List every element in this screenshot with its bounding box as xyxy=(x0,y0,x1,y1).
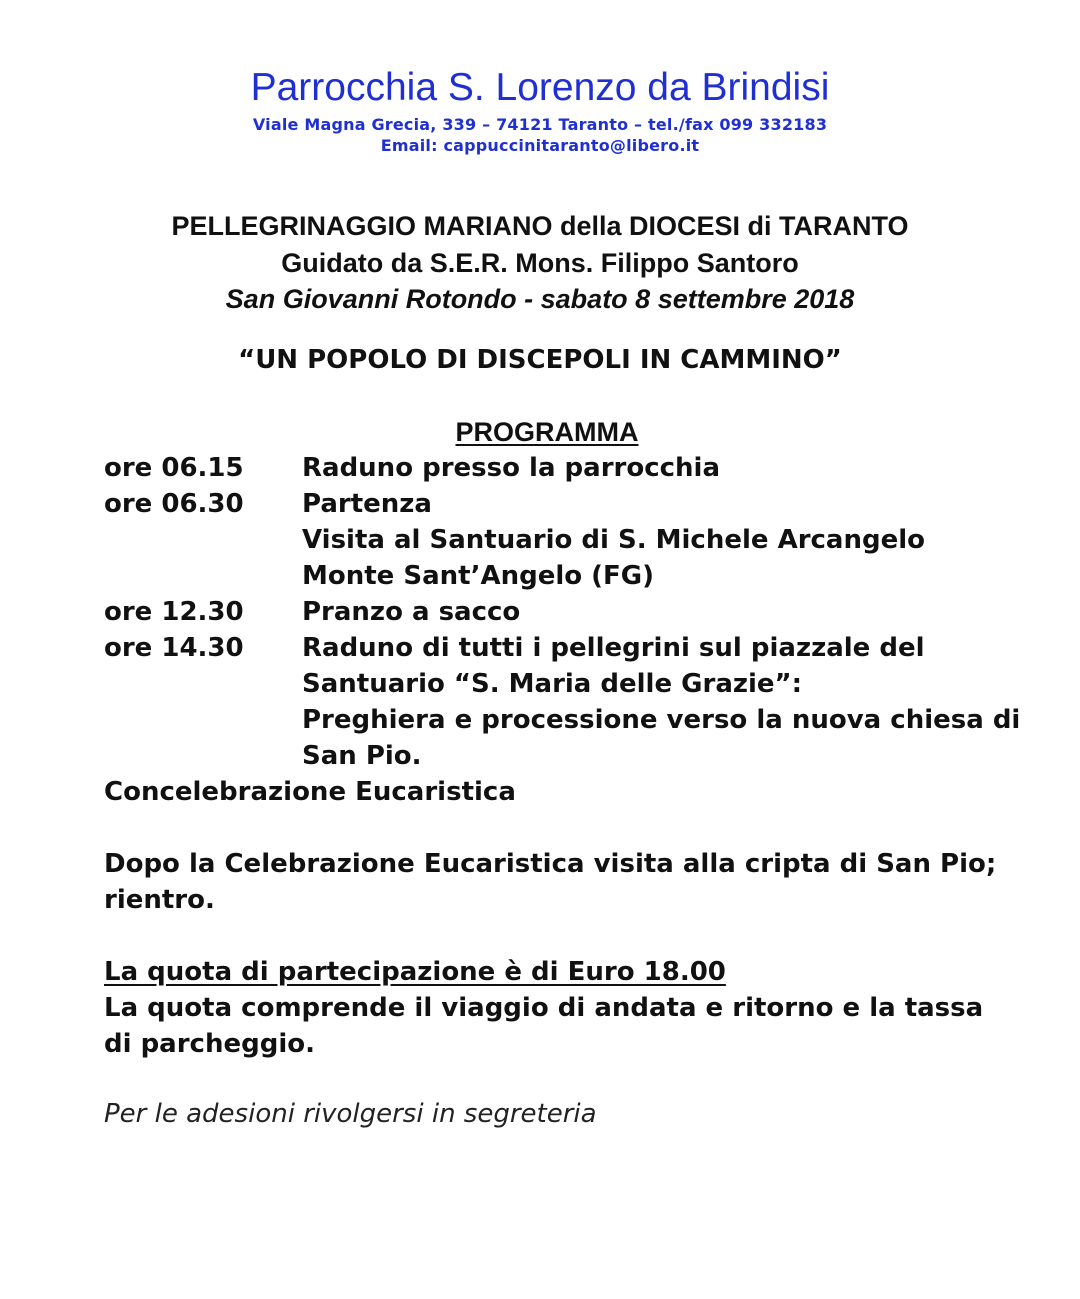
event-place-date: San Giovanni Rotondo - sabato 8 settembre 2018 xyxy=(225,284,855,314)
programma-heading: PROGRAMMA xyxy=(455,417,639,447)
schedule-description xyxy=(302,486,1004,594)
adesioni-note: Per le adesioni rivolgersi in segreteria xyxy=(104,1099,597,1129)
schedule-line: Monte Sant’Angelo (FG) xyxy=(302,561,655,591)
schedule-time: ore 14.30 xyxy=(104,633,244,663)
schedule-item xyxy=(104,594,1004,630)
schedule-line: Visita al Santuario di S. Michele Arcangelo xyxy=(302,525,926,555)
schedule-time: ore 12.30 xyxy=(104,597,244,627)
dopo-line: Dopo la Celebrazione Eucaristica visita alla cripta di San Pio; xyxy=(104,849,997,879)
quota-title: La quota di partecipazione è di Euro 18.00 xyxy=(104,957,726,987)
schedule-list xyxy=(104,450,1021,774)
parish-name: Parrocchia S. Lorenzo da Brindisi xyxy=(250,66,830,109)
schedule-line: Partenza xyxy=(302,489,432,519)
parish-email: Email: cappuccinitaranto@libero.it xyxy=(380,136,700,155)
schedule-description xyxy=(302,630,1020,774)
quota-line: La quota comprende il viaggio di andata e ritorno e la tassa xyxy=(104,993,984,1023)
quota-line: di parcheggio. xyxy=(104,1029,315,1059)
schedule-line: Pranzo a sacco xyxy=(302,597,521,627)
event-motto: “UN POPOLO DI DISCEPOLI IN CAMMINO” xyxy=(238,345,842,375)
event-title: PELLEGRINAGGIO MARIANO della DIOCESI di TARANTO xyxy=(171,211,909,241)
dopo-celebrazione-text xyxy=(104,846,1004,918)
schedule-time: ore 06.15 xyxy=(104,453,244,483)
schedule-line: Preghiera e processione verso la nuova chiesa di xyxy=(302,705,1021,735)
schedule-line: Santuario “S. Maria delle Grazie”: xyxy=(302,669,803,699)
concelebrazione-text: Concelebrazione Eucaristica xyxy=(104,777,516,807)
schedule-line: Raduno presso la parrocchia xyxy=(302,453,721,483)
schedule-item xyxy=(104,630,1021,774)
schedule-item xyxy=(104,450,1004,486)
schedule-item xyxy=(104,486,1004,594)
dopo-line: rientro. xyxy=(104,885,215,915)
schedule-description xyxy=(302,594,1004,630)
schedule-line: San Pio. xyxy=(302,741,422,771)
quota-description xyxy=(104,990,1004,1062)
schedule-description xyxy=(302,450,1004,486)
schedule-time: ore 06.30 xyxy=(104,489,244,519)
event-guide: Guidato da S.E.R. Mons. Filippo Santoro xyxy=(281,248,799,278)
parish-address: Viale Magna Grecia, 339 – 74121 Taranto – tel./fax 099 332183 xyxy=(252,115,828,134)
schedule-line: Raduno di tutti i pellegrini sul piazzale del xyxy=(302,633,925,663)
